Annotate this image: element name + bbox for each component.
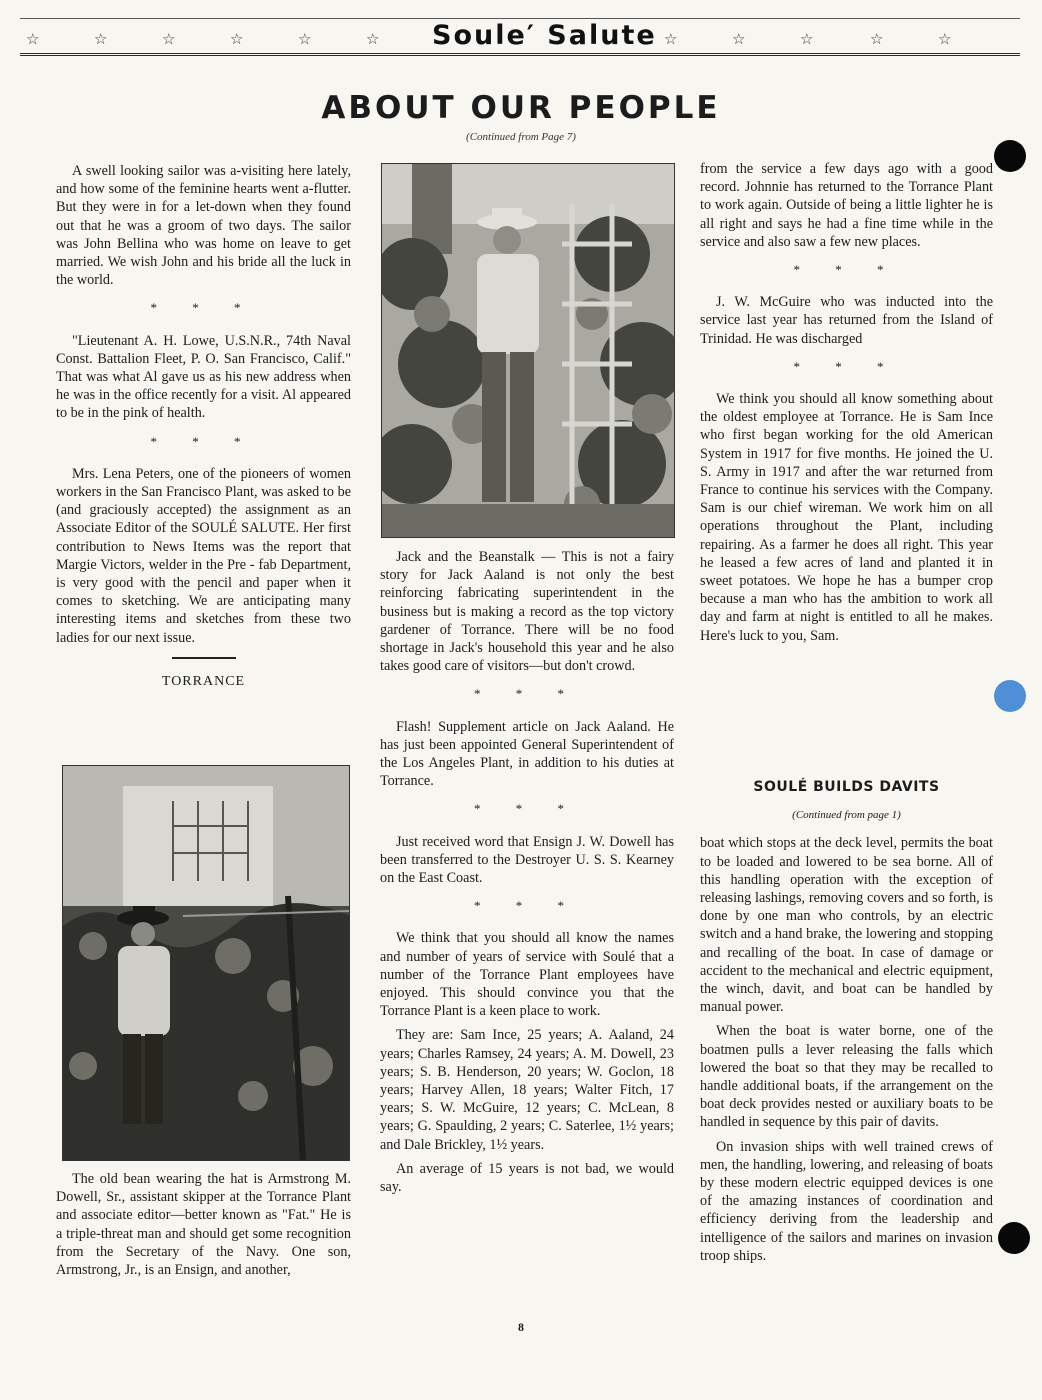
separator: * * *: [474, 801, 580, 817]
star-icon: ☆: [366, 30, 380, 48]
article-paragraph: We think you should all know something about the oldest employee at Torrance. He is Sam Ince who first began working for the old American System in 1917 for five months. He joined the U. S. Army in 1917 and after the war returned from France to continue his services with the Company. Sam is our chief wireman. We work him on all operations throughout the Plant, including repairing. As a farmer he does all right. This year he leased a few acres of land and planted it in sweet potatoes. We hope he has a bumper crop because a man who has the ambition to work all day and farm at night is entitled to all he makes. Here's luck to you, Sam.: [700, 391, 993, 644]
photo-aaland: [381, 163, 675, 538]
separator: * * *: [474, 898, 580, 914]
separator: * * *: [150, 300, 257, 316]
article-paragraph: An average of 15 years is not bad, we would say.: [380, 1160, 674, 1196]
header-rule: [20, 18, 1020, 19]
article-paragraph: J. W. McGuire who was inducted into the service last year has returned from the Island of Trinidad. He was discharged: [700, 294, 993, 347]
article-subheading: (Continued from page 1): [792, 809, 901, 822]
section-heading: TORRANCE: [161, 673, 246, 689]
binder-hole-icon: [994, 140, 1026, 172]
article-paragraph: They are: Sam Ince, 25 years; A. Aaland, 24 years; Charles Ramsey, 24 years; A. M. Dowell, 23 years; S. B. Henderson, 20 years; W. Goclon, 18 years; Harvey Allen, 18 years; Walter Fitch, 17 years; S. W. McGuire, 12 years; C. McLean, 8 years; G. Spaulding, 2 years; C. Saterlee, 1½ years; and Dale Brickley, 1½ years.: [380, 1027, 674, 1153]
photo-dowell: [62, 765, 350, 1161]
article-paragraph: A swell looking sailor was a-visiting here lately, and how some of the feminine hearts went a-flutter. But they were in for a let-down when they found out that he was a groom of two days. The sailor was John Bellina who was home on leave to get married. We wish John and his bride all the luck in the world.: [56, 163, 351, 289]
article-paragraph: We think that you should all know the names and number of years of service with Soulé that a number of the Torrance Plant employees have enjoyed. This should convince you that the Torrance Plant is a keen place to work.: [380, 930, 674, 1020]
page-number: 8: [518, 1320, 524, 1334]
photo-caption: The old bean wearing the hat is Armstrong M. Dowell, Sr., assistant skipper at the Torrance Plant and associate editor—better known as "Fat." He is a triple-threat man and should get some recognition from the Secretary of the Navy. One son, Armstrong, Jr., is an Ensign, and another,: [56, 1171, 351, 1279]
star-icon: ☆: [230, 30, 244, 48]
column-left: [56, 162, 351, 703]
article-paragraph: Flash! Supplement article on Jack Aaland. He has just been appointed General Superintendent of the Los Angeles Plant, in addition to his duties at Torrance.: [380, 718, 674, 790]
article-paragraph: Mrs. Lena Peters, one of the pioneers of women workers in the San Francisco Plant, was asked to be (and graciously accepted) the assignment as an Associate Editor of the SOULÉ SALUTE. Her first contribution to News Items was the report that Margie Victors, welder in the Pre - fab Department, is very good with the pencil and paper when it comes to sketching. We are anticipating many interesting items and sketches from these two ladies for our next issue.: [56, 465, 351, 646]
star-icon: ☆: [664, 30, 678, 48]
article-paragraph: Just received word that Ensign J. W. Dowell has been transferred to the Destroyer U. S. S. Kearney on the East Coast.: [380, 833, 674, 887]
binder-hole-icon: [994, 680, 1026, 712]
separator: * * *: [150, 433, 257, 449]
column-right: [700, 160, 993, 651]
photo-caption: Jack and the Beanstalk — This is not a fairy story for Jack Aaland is not only the best reinforcing fabricating superintendent in the business but is making a record as the top victory gardener of Torrance. There will be no food shortage in Jack's household this year and he also takes good care of visitors—but don't crowd.: [380, 549, 674, 675]
star-icon: ☆: [162, 30, 176, 48]
page-title: ABOUT OUR PEOPLE: [321, 90, 721, 126]
star-icon: ☆: [938, 30, 952, 48]
davits-article: [700, 770, 993, 1271]
page-subtitle: (Continued from Page 7): [466, 131, 576, 143]
column-middle: [380, 548, 674, 1202]
article-heading: SOULÉ BUILDS DAVITS: [753, 779, 940, 795]
star-icon: ☆: [26, 30, 40, 48]
star-icon: ☆: [732, 30, 746, 48]
star-icon: ☆: [800, 30, 814, 48]
separator: * * *: [793, 358, 900, 374]
article-paragraph: On invasion ships with well trained crews of men, the handling, lowering, and releasing of boats by these modern electric equipped devices is one of the amazing instances of coordination and efficiency deriving from the leadership and intelligence of the sailors and marines on invasion troop ships.: [700, 1138, 993, 1264]
separator: * * *: [793, 262, 900, 278]
article-paragraph: from the service a few days ago with a good record. Johnnie has returned to the Torrance Plant to work again. Outside of being a little lighter he is all right and says he had a fine time while in the service and also saw a few new places.: [700, 161, 993, 250]
binder-hole-icon: [998, 1222, 1030, 1254]
photo-caption-dowell-block: [56, 1170, 351, 1285]
masthead-band: [20, 18, 1020, 56]
star-icon: ☆: [298, 30, 312, 48]
separator: * * *: [474, 686, 580, 702]
article-paragraph: boat which stops at the deck level, permits the boat to be loaded and lowered to be sea borne. All of this handling operation with the exception of releasing lashings, removing covers and so forth, is done by one man who controls, by an electric switch and a hand brake, the lowering and stopping and recalling of the boat. In case of damage or accident to the mechanical and electric equipment, the winch, davit, and boat can be handled by manual power.: [700, 835, 993, 1016]
masthead-title: Soule′ Salute: [432, 20, 657, 51]
star-icon: ☆: [870, 30, 884, 48]
article-paragraph: "Lieutenant A. H. Lowe, U.S.N.R., 74th Naval Const. Battalion Fleet, P. O. San Francisco, Calif." That was what Al gave us as his new address when he was in the office recently for a visit. Al appeared to be in the pink of health.: [56, 332, 351, 422]
article-paragraph: When the boat is water borne, one of the boatmen pulls a lever releasing the falls which lowered the boat so that they may be recalled to handle additional boats, if the arrangement on the boat deck provides nested or auxiliary boats to be handled in sequence by this pair of davits.: [700, 1023, 993, 1131]
star-icon: ☆: [94, 30, 108, 48]
divider: [172, 657, 236, 659]
